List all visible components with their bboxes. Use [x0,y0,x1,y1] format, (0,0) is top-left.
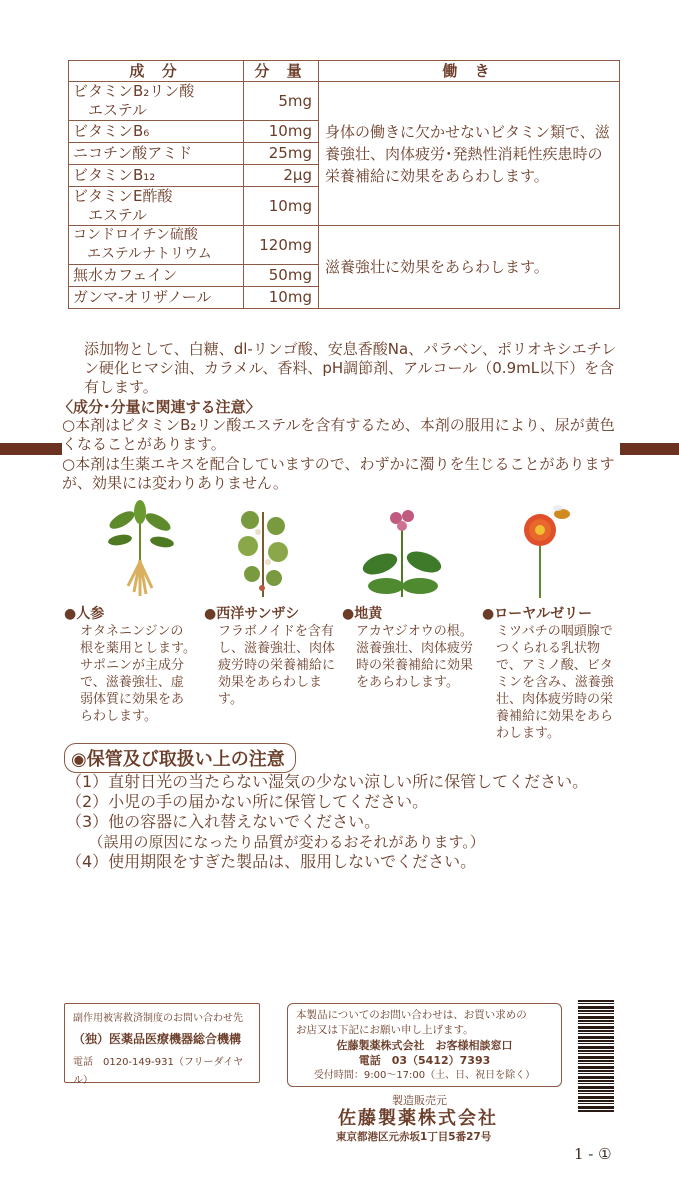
ingredient-name: ビタミンB₆ [69,121,244,143]
ingredient-table [68,60,620,309]
ingredient-name: ガンマ-オリザノール [69,287,244,309]
herb-description: アカヤジオウの根。滋養強壮、肉体疲労時の栄養補給に効果をあらわします。 [356,624,474,690]
ingredient-amount: 50mg [244,265,319,287]
relief-phone: 電話 0120-149-931（フリーダイヤル） [73,1057,244,1086]
relief-line: 副作用被害救済制度のお問い合わせ先 [73,1013,243,1024]
herb-description: ミツバチの咽頭腺でつくられる乳状物で、アミノ酸、ビタミンを含み、滋養強壮、肉体疲労時の栄養補給に効果をあらわします。 [496,624,614,741]
ingredient-name: コンドロイチン硫酸 エステルナトリウム [69,226,244,265]
herb-name: ●ローヤルゼリー [482,606,593,622]
ingredient-name: ビタミンB₂リン酸 エステル [69,82,244,121]
left-edge-bar [0,443,62,455]
header-effect: 働 き [319,61,620,82]
royal-jelly-bee-flower-illustration [508,502,578,602]
storage-item: （3）他の容器に入れ替えないでください。 [66,812,381,831]
storage-list [66,772,626,872]
herb-name: ●人参 [64,606,105,622]
herb-ginseng [64,603,196,725]
ingredient-name: 無水カフェイン [69,265,244,287]
contact-line: お店又は下記にお願い申し上げます。 [296,1024,474,1036]
storage-title: ◉保管及び取扱い上の注意 [64,743,296,773]
contact-phone: 電話 03（5412）7393 [358,1054,491,1067]
ginseng-illustration [100,500,180,600]
page-number: 1 - ① [574,1145,612,1163]
additives-text: 添加物として、白糖、dl-リンゴ酸、安息香酸Na、パラベン、ポリオキシエチレン硬化ヒマシ油、カラメル、香料、pH調節剤、アルコール（0.9mL以下）を含有します。 [84,340,617,396]
storage-item: （2）小児の手の届かない所に保管してください。 [66,792,429,811]
maker-name: 佐藤製薬株式会社 [338,1108,498,1129]
maker-label: 製造販売元 [392,1094,447,1107]
herb-rehmannia [342,603,476,691]
header-ingredient: 成 分 [69,61,244,82]
herb-name: ●地黄 [342,606,383,622]
relief-system-box [64,1003,260,1086]
contact-line: 本製品についてのお問い合わせは、お買い求めの [296,1009,527,1021]
herb-description: フラボノイドを含有し、滋養強壮、肉体疲労時の栄養補給に効果をあらわします。 [218,624,336,707]
herb-hawthorn [204,603,336,708]
barcode [578,1000,614,1112]
right-edge-bar [620,443,679,455]
ingredient-notes-title: 〈成分･分量に関連する注意〉 [58,398,261,416]
herb-name: ●西洋サンザシ [204,606,300,622]
ingredient-amount: 10mg [244,287,319,309]
header-amount: 分 量 [244,61,319,82]
storage-item: （4）使用期限をすぎた製品は、服用しないでください。 [66,852,477,871]
ingredient-note: ○本剤は生薬エキスを配合していますので、わずかに濁りを生じることがありますが、効果には変わりありません。 [62,455,615,492]
ingredient-amount: 25mg [244,143,319,165]
relief-org: （独）医薬品医療機器総合機構 [73,1032,242,1046]
ingredient-note: ○本剤はビタミンB₂リン酸エステルを含有するため、本剤の服用により、尿が黄色くなることがあります。 [62,416,615,453]
contact-hours: 受付時間：9:00〜17:00（土、日、祝日を除く） [313,1070,536,1081]
ingredient-name: ビタミンE酢酸 エステル [69,187,244,226]
storage-item: （1）直射日光の当たらない湿気の少ない涼しい所に保管してください。 [66,772,589,791]
ingredient-amount: 10mg [244,187,319,226]
herb-description: オタネニンジンの根を薬用とします。サポニンが主成分で、滋養強壮、虚弱体質に効果をあらわします。 [80,624,196,724]
hawthorn-illustration [228,502,298,602]
effect-tonic: 滋養強壮に効果をあらわします。 [319,226,620,309]
ingredient-amount: 120mg [244,226,319,265]
ingredient-amount: 5mg [244,82,319,121]
ingredient-name: ニコチン酸アミド [69,143,244,165]
ingredient-amount: 10mg [244,121,319,143]
effect-vitamins: 身体の働きに欠かせないビタミン類で、滋養強壮、肉体疲労･発熱性消耗性疾患時の栄養補給に効果をあらわします。 [319,82,620,226]
rehmannia-illustration [362,502,442,602]
contact-box [287,1003,562,1087]
storage-item: （誤用の原因になったり品質が変わるおそれがあります。） [66,833,485,851]
ingredient-amount: 2μg [244,165,319,187]
ingredient-name: ビタミンB₁₂ [69,165,244,187]
contact-company: 佐藤製薬株式会社 お客様相談窓口 [336,1039,513,1052]
herb-royal-jelly [482,603,618,742]
maker-address: 東京都港区元赤坂1丁目5番27号 [336,1131,492,1143]
